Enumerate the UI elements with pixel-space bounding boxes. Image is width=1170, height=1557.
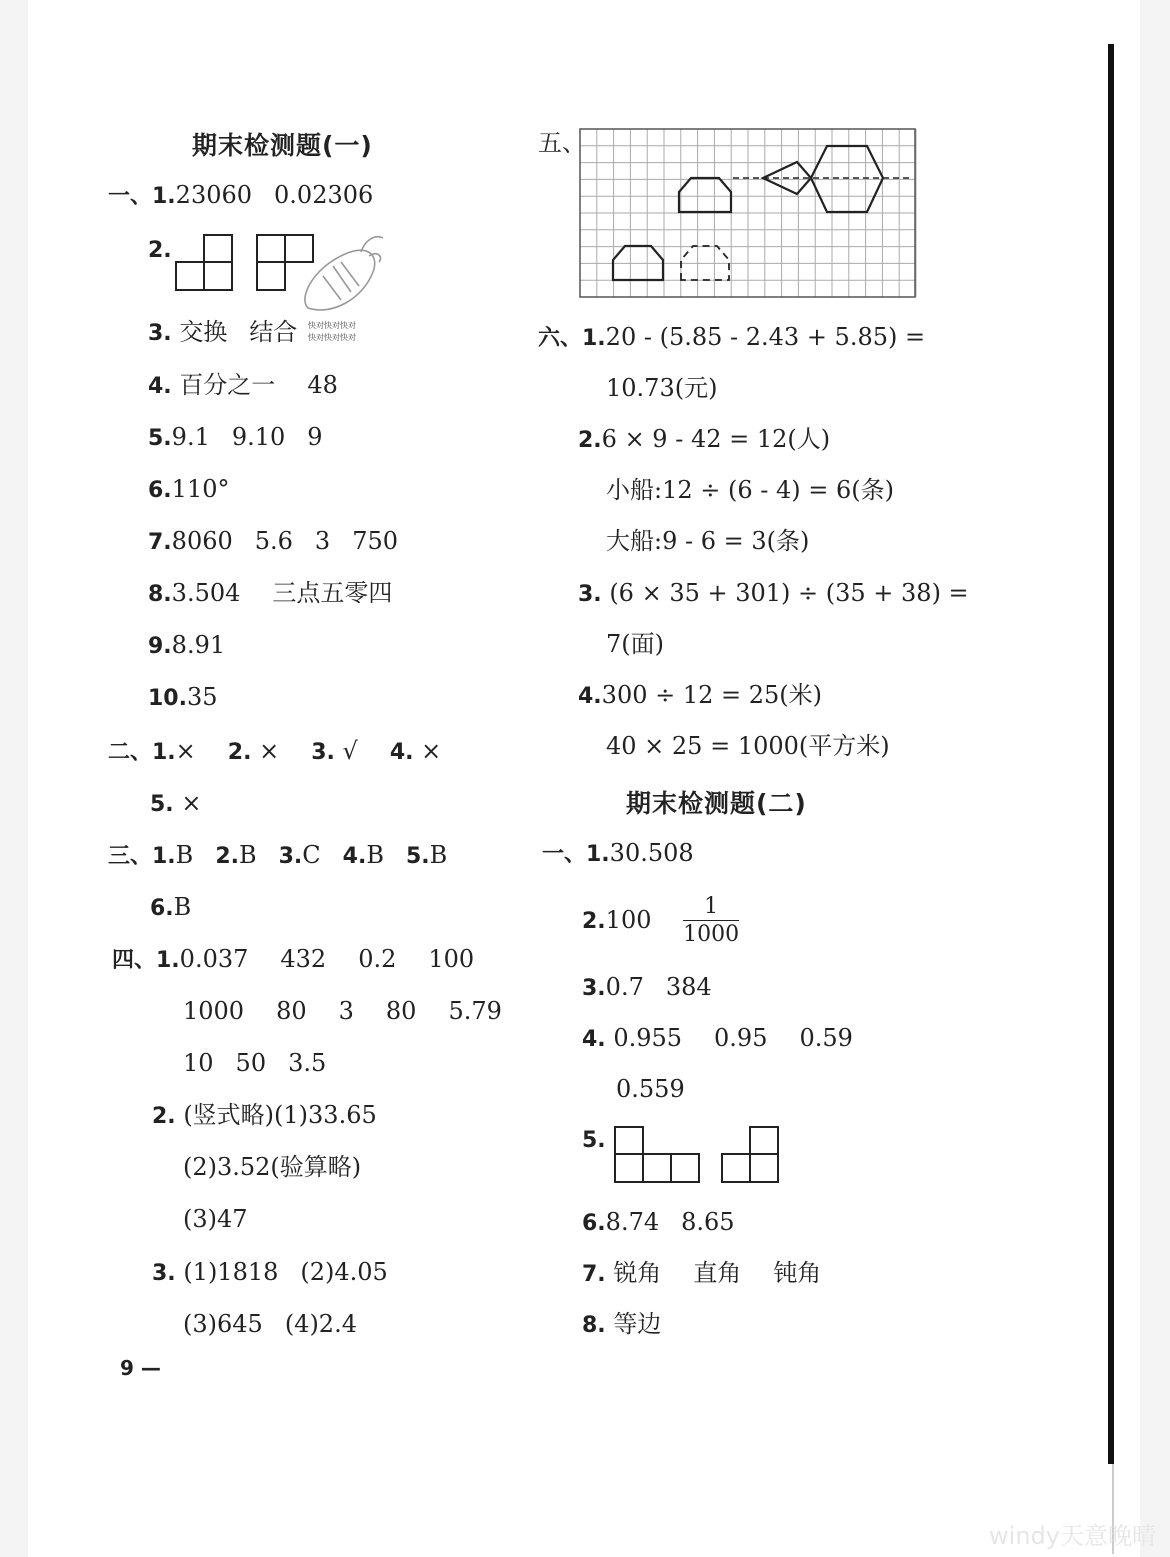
exam1-q4-row1: 四、1.0.037 432 0.2 100 bbox=[112, 945, 475, 973]
exam1-q3-row1: 三、1.B 2.B 3.C 4.B 5.B bbox=[108, 841, 448, 869]
small-watermark-text: 快对快对快对 bbox=[308, 333, 356, 342]
exam2-q1-item1: 一、1.30.508 bbox=[542, 839, 694, 867]
exam1-q1-item9: 9.8.91 bbox=[148, 631, 226, 659]
exam1-q6-item1-line2: 10.73(元) bbox=[606, 374, 718, 402]
exam1-q6-item3-line1: 3. (6 × 35 + 301) ÷ (35 + 38) = bbox=[578, 579, 969, 607]
exam1-q6-item2-line1: 2.6 × 9 - 42 = 12(人) bbox=[578, 425, 831, 453]
exam1-q3-row2: 6.B bbox=[150, 893, 192, 921]
exam1-q4-item2-line3: (3)47 bbox=[183, 1205, 248, 1233]
cube-views-figure-2 bbox=[612, 1124, 784, 1186]
symmetry-grid-figure bbox=[579, 128, 917, 300]
exam1-q4-item3-line1: 3. (1)1818 (2)4.05 bbox=[152, 1258, 388, 1286]
exam1-q1-item3: 3. 交换 结合 bbox=[148, 318, 298, 346]
exam1-q6-item4-line1: 4.300 ÷ 12 = 25(米) bbox=[578, 681, 823, 709]
exam1-q4-item2-line2: (2)3.52(验算略) bbox=[183, 1153, 362, 1181]
exam2-q1-item4-line2: 0.559 bbox=[616, 1075, 685, 1103]
answer-page bbox=[28, 0, 1140, 1557]
exam1-q6-item2-line3: 大船:9 - 6 = 3(条) bbox=[606, 527, 810, 555]
exam1-q5-label: 五、 bbox=[538, 129, 586, 157]
exam1-q1-item7: 7.8060 5.6 3 750 bbox=[148, 527, 399, 555]
exam1-q1-item1: 一、1.23060 0.02306 bbox=[108, 181, 374, 209]
item-number: 一、1. bbox=[108, 184, 176, 209]
exam1-q1-item2: 2. bbox=[148, 238, 172, 263]
fraction: $\frac{1}{1000}$ bbox=[683, 894, 740, 947]
exam1-q2-row1: 二、1.× 2. × 3. √ 4. × bbox=[108, 737, 442, 765]
exam1-q4-item2-line1: 2. (竖式略)(1)33.65 bbox=[152, 1101, 377, 1129]
exam2-q1-item3: 3.0.7 384 bbox=[582, 973, 712, 1001]
exam1-q6-item4-line2: 40 × 25 = 1000(平方米) bbox=[606, 732, 890, 760]
exam1-q6-item3-line2: 7(面) bbox=[606, 630, 664, 658]
exam2-q1-item2: 2.100 $\frac{1}{1000}$ bbox=[582, 894, 740, 947]
exam1-q1-item5: 5.9.1 9.10 9 bbox=[148, 423, 323, 451]
exam1-q1-item8: 8.3.504 三点五零四 bbox=[148, 579, 393, 607]
exam1-q6-item2-line2: 小船:12 ÷ (6 - 4) = 6(条) bbox=[606, 476, 894, 504]
exam1-q2-row2: 5. × bbox=[150, 789, 202, 817]
exam1-q4-item3-line2: (3)645 (4)2.4 bbox=[183, 1310, 357, 1338]
exam1-q1-item6: 6.110° bbox=[148, 475, 230, 503]
exam1-q4-row3: 10 50 3.5 bbox=[183, 1049, 327, 1077]
carrot-icon bbox=[305, 237, 383, 310]
exam2-title: 期末检测题(二) bbox=[626, 789, 807, 818]
exam1-q6-item1-line1: 六、1.20 - (5.85 - 2.43 + 5.85) = bbox=[538, 323, 926, 351]
exam1-q1-item4: 4. 百分之一 48 bbox=[148, 371, 338, 399]
exam2-q1-item5: 5. bbox=[582, 1128, 606, 1153]
exam1-q1-item10: 10.35 bbox=[148, 683, 218, 711]
exam1-title: 期末检测题(一) bbox=[192, 131, 373, 160]
exam2-q1-item4: 4. 0.955 0.95 0.59 bbox=[582, 1024, 853, 1052]
shape-original bbox=[679, 178, 731, 212]
page-edge-bar bbox=[1108, 44, 1114, 1464]
exam2-q1-item8: 8. 等边 bbox=[582, 1310, 662, 1338]
page-number: 9 — bbox=[120, 1356, 161, 1380]
exam2-q1-item6: 6.8.74 8.65 bbox=[582, 1208, 735, 1236]
small-watermark-text: 快对快对快对 bbox=[308, 321, 356, 330]
cube-views-figure bbox=[173, 232, 383, 314]
watermark-text: windy天意晚晴 bbox=[989, 1522, 1156, 1550]
exam2-q1-item7: 7. 锐角 直角 钝角 bbox=[582, 1259, 822, 1287]
exam1-q4-row2: 1000 80 3 80 5.79 bbox=[183, 997, 502, 1025]
